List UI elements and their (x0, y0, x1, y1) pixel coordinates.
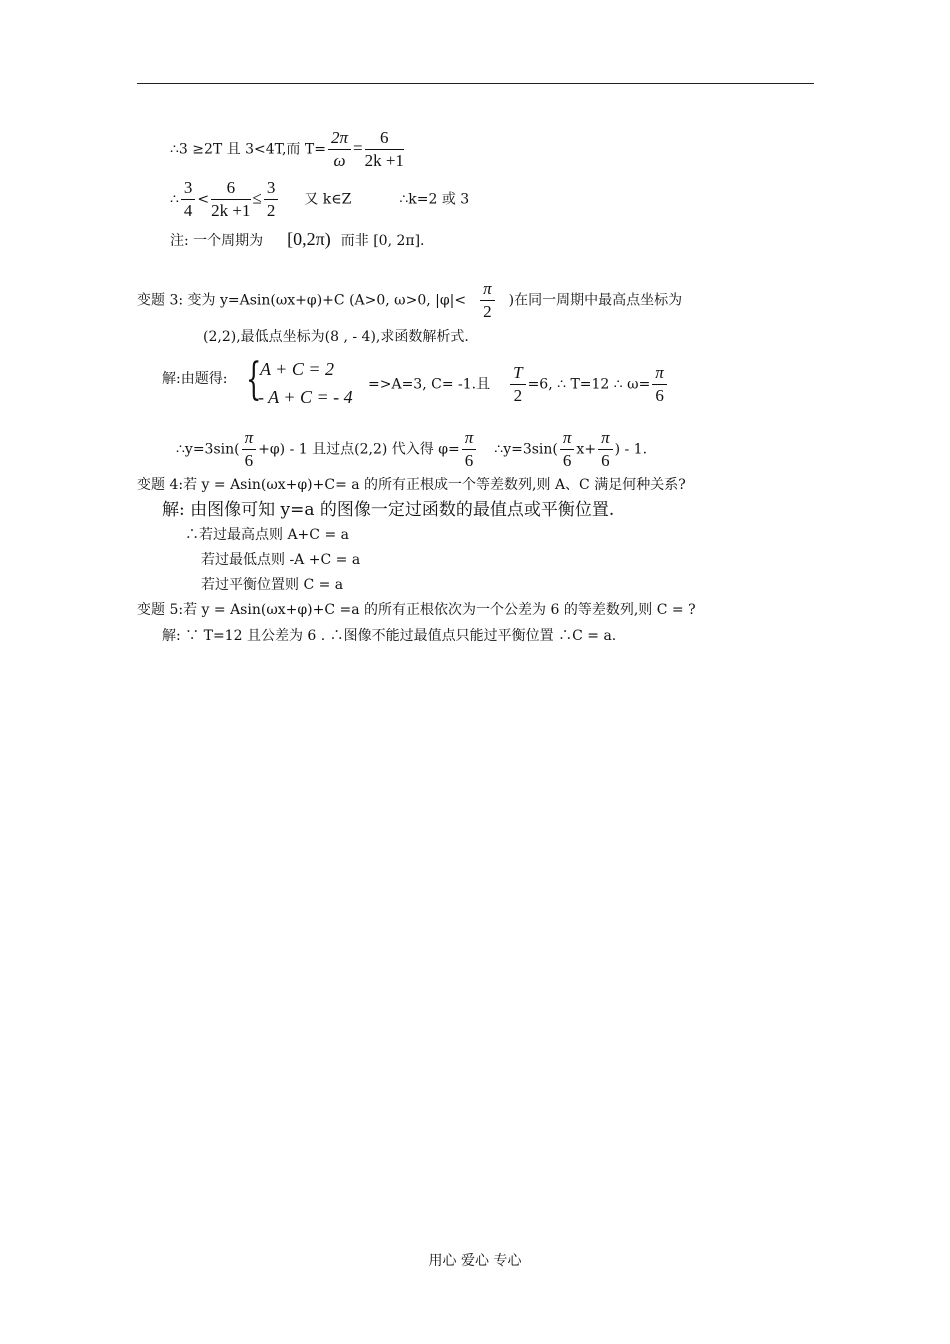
equation-system (246, 354, 366, 408)
solve-3-label: 解:由题得: (162, 371, 228, 387)
solve-3-final: ∴y=3sin( $\frac{\pi}{6}$ +φ) - 1 且过点(2,2) 代入得 φ= $\frac{\pi}{6}$ ∴y=3sin( $\frac{\pi}{6}$ x+ $\frac{\pi}{6}$ ) - 1. (176, 428, 648, 470)
fraction-T-over-2: $\frac{T}{2}$ (510, 362, 525, 407)
line-period-condition: ∴3 ≥2T 且 3<4T,而 T= $\frac{2\pi}{\omega}$ = $\frac{6}{2k +1}$ (170, 128, 404, 170)
brace: { (246, 354, 262, 405)
header-rule (137, 83, 814, 84)
case-min: 若过最低点则 -A +C = a (201, 552, 361, 568)
solve-4-text: 解: 由图像可知 y=a 的图像一定过函数的最值点或平衡位置. (162, 500, 615, 520)
solve-5-text: 解: ∵ T=12 且公差为 6 . ∴图像不能过最值点只能过平衡位置 ∴C = a. (162, 628, 617, 644)
fraction-2pi-over-omega: $\frac{2\pi}{\omega}$ (328, 127, 351, 172)
line-note: 注: 一个周期为 [0,2π) 而非 [0, 2π]. (170, 229, 425, 249)
line-inequality: ∴ $\frac{3}{4}$ < $\frac{6}{2k +1}$ ≤ $\frac{3}{2}$ 又 k∈Z ∴k=2 或 3 (170, 178, 470, 220)
case-max: ∴若过最高点则 A+C = a (185, 527, 349, 543)
page-footer: 用心 爱心 专心 (428, 1253, 522, 1269)
fraction-pi-over-6: $\frac{\pi}{6}$ (652, 362, 667, 407)
equation-2: - A + C = - 4 (258, 387, 353, 407)
solve-3-result: =>A=3, C= -1.且 $\frac{T}{2}$ =6, ∴ T=12 ∴ ω= $\frac{\pi}{6}$ (368, 362, 669, 407)
fraction-3-over-4: $\frac{3}{4}$ (181, 177, 196, 222)
variant-3-text-cont: (2,2),最低点坐标为(8 , - 4),求函数解析式. (203, 329, 469, 345)
interval-0-2pi: [0,2π) (287, 229, 331, 249)
fraction-pi-over-2: $\frac{\pi}{2}$ (480, 278, 495, 323)
variant-5-text: 变题 5:若 y = Asin(ωx+φ)+C =a 的所有正根依次为一个公差为 6 的等差数列,则 C = ? (137, 602, 696, 618)
fraction-3-over-2: $\frac{3}{2}$ (264, 177, 279, 222)
case-balance: 若过平衡位置则 C = a (201, 577, 344, 593)
fraction-6-over-2k1: $\frac{6}{2k +1}$ (364, 128, 404, 170)
fraction-6-over-2k1: $\frac{6}{2k +1}$ (211, 178, 251, 220)
equation-1: A + C = 2 (260, 359, 334, 379)
variant-4-text: 变题 4:若 y = Asin(ωx+φ)+C= a 的所有正根成一个等差数列,则 A、C 满足何种关系? (137, 477, 686, 493)
variant-3-text: 变题 3: 变为 y=Asin(ωx+φ)+C (A>0, ω>0, |φ|< $\frac{\pi}{2}$ )在同一周期中最高点坐标为 (137, 279, 683, 321)
